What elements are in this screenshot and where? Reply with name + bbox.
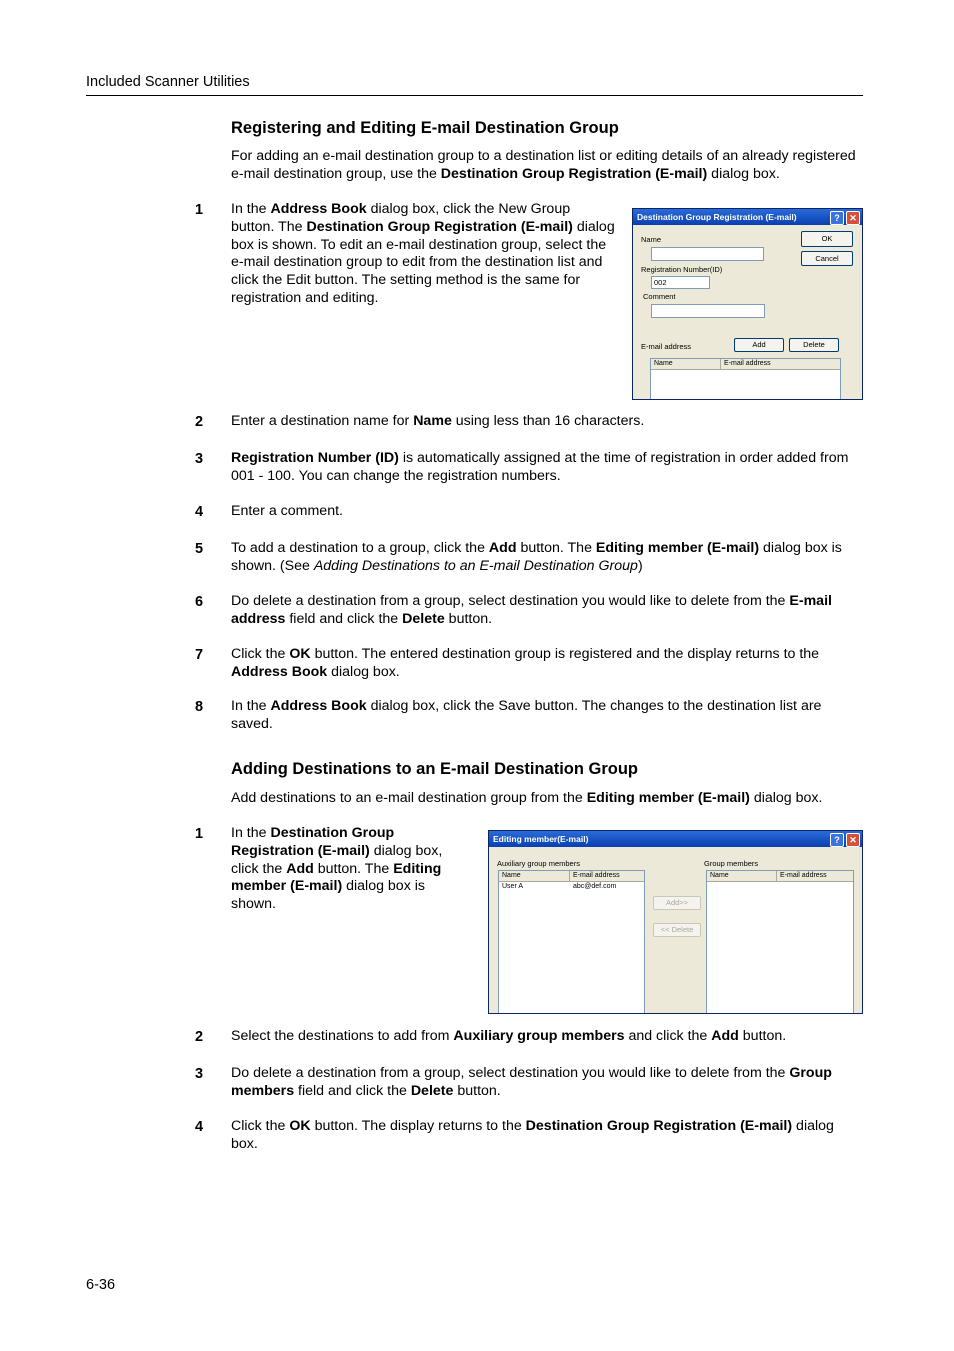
section1-intro: For adding an e-mail destination group to a destination list or editing details of an already registered e-mail destination group, use the Destination Group Registration (E-mail) dialog box. <box>231 148 856 182</box>
email-label: E-mail address <box>641 342 692 351</box>
column-name[interactable]: Name <box>707 871 777 881</box>
step-number: 4 <box>195 1119 204 1135</box>
help-icon[interactable]: ? <box>830 833 844 847</box>
add-button[interactable]: Add <box>734 338 784 352</box>
step-number: 6 <box>195 594 204 610</box>
destination-group-registration-dialog <box>632 208 863 400</box>
step-text: Enter a comment. <box>231 503 343 519</box>
cancel-button[interactable]: Cancel <box>801 251 853 266</box>
step-number: 3 <box>195 451 204 467</box>
regnum-label: Registration Number(ID) <box>641 265 723 274</box>
dialog-titlebar <box>633 209 862 225</box>
close-icon[interactable]: ✕ <box>846 833 860 847</box>
group-members-label: Group members <box>704 859 759 868</box>
column-name[interactable]: Name <box>651 359 721 369</box>
list-item[interactable] <box>499 882 644 892</box>
step-text: In the Destination Group Registration (E-mail) dialog box, click the Add button. The Editing member (E-mail) dialog box is shown. <box>231 825 443 913</box>
step-text: In the Address Book dialog box, click the New Group button. The Destination Group Registration (E-mail) dialog box is shown. To edit an e-mail destination group, select the e-mail destination group to edit from the destination list and click the Edit button. The setting method is the same for registration and editing. <box>231 201 615 306</box>
dialog-title: Destination Group Registration (E-mail) <box>637 212 797 222</box>
comment-label: Comment <box>643 292 676 301</box>
step-text: Enter a destination name for Name using less than 16 characters. <box>231 413 645 429</box>
step-number: 2 <box>195 414 204 430</box>
section1-heading: Registering and Editing E-mail Destination Group <box>231 119 619 137</box>
name-label: Name <box>641 235 662 244</box>
step-number: 5 <box>195 541 204 557</box>
column-name[interactable]: Name <box>499 871 570 881</box>
list-header <box>651 359 840 370</box>
step-text: To add a destination to a group, click the Add button. The Editing member (E-mail) dialog box is shown. (See Adding Destinations to an E-mail Destination Group) <box>231 540 842 574</box>
comment-field[interactable] <box>651 304 765 318</box>
page-number: 6-36 <box>86 1277 116 1293</box>
step-number: 7 <box>195 647 204 663</box>
column-email[interactable]: E-mail address <box>780 872 827 879</box>
dialog-titlebar <box>489 831 862 847</box>
column-email[interactable]: E-mail address <box>573 872 620 879</box>
add-member-button[interactable]: Add>> <box>653 896 701 910</box>
section2-intro: Add destinations to an e-mail destination group from the Editing member (E-mail) dialog box. <box>231 790 823 806</box>
aux-members-list[interactable] <box>498 870 645 1014</box>
list-header <box>499 871 644 882</box>
step-number: 2 <box>195 1029 204 1045</box>
email-address-list[interactable] <box>650 358 841 400</box>
aux-members-label: Auxiliary group members <box>497 859 580 868</box>
member-email: abc@def.com <box>573 883 617 890</box>
step-text: Do delete a destination from a group, select destination you would like to delete from the E-mail address field and click the Delete button. <box>231 593 832 627</box>
section2-heading: Adding Destinations to an E-mail Destination Group <box>231 760 639 778</box>
group-members-list[interactable] <box>706 870 854 1014</box>
column-email[interactable]: E-mail address <box>724 360 771 367</box>
step-number: 1 <box>195 826 204 842</box>
close-icon[interactable]: ✕ <box>846 211 860 225</box>
step-text: Click the OK button. The entered destination group is registered and the display returns to the Address Book dialog box. <box>231 646 820 680</box>
step-text: Registration Number (ID) is automatically assigned at the time of registration in order added from 001 - 100. You can change the registration numbers. <box>231 450 849 484</box>
step-number: 3 <box>195 1066 204 1082</box>
step-text: Do delete a destination from a group, select destination you would like to delete from the Group members field and click the Delete button. <box>231 1065 832 1099</box>
header-title: Included Scanner Utilities <box>86 74 250 90</box>
delete-button[interactable]: Delete <box>789 338 839 352</box>
step-number: 1 <box>195 202 204 218</box>
delete-member-button[interactable]: << Delete <box>653 923 701 937</box>
regnum-field[interactable]: 002 <box>651 276 710 289</box>
editing-member-dialog <box>488 830 863 1014</box>
member-name: User A <box>502 883 524 890</box>
dialog-title: Editing member(E-mail) <box>493 834 589 844</box>
step-text: Click the OK button. The display returns to the Destination Group Registration (E-mail) dialog box. <box>231 1118 834 1152</box>
list-header <box>707 871 853 882</box>
step-text: Select the destinations to add from Auxiliary group members and click the Add button. <box>231 1028 787 1044</box>
step-text: In the Address Book dialog box, click the Save button. The changes to the destination list are saved. <box>231 698 822 732</box>
page-header <box>86 73 863 96</box>
ok-button[interactable]: OK <box>801 231 853 247</box>
name-field[interactable] <box>651 247 764 261</box>
step-number: 4 <box>195 504 204 520</box>
help-icon[interactable]: ? <box>830 211 844 225</box>
step-number: 8 <box>195 699 204 715</box>
